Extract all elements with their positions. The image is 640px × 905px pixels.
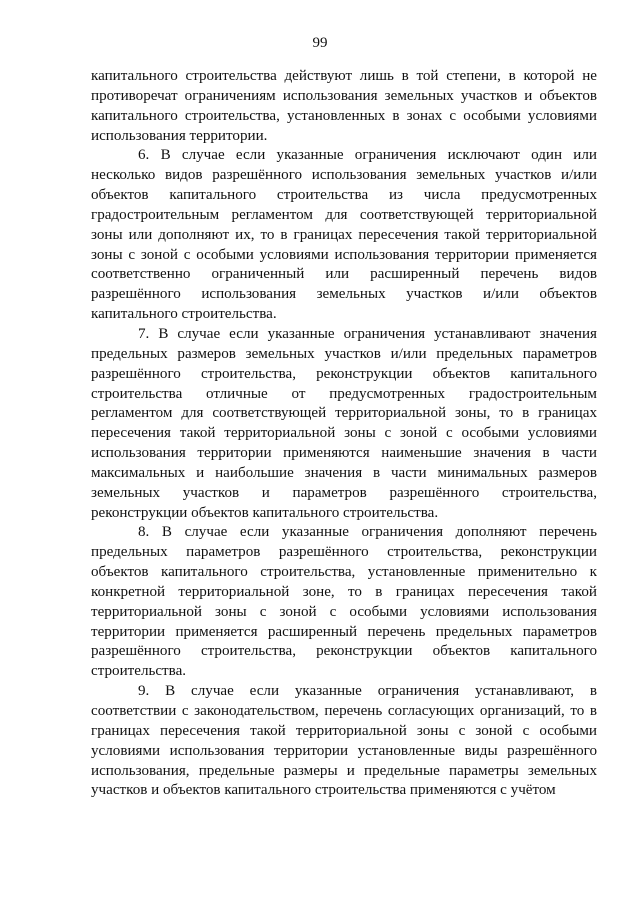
document-body	[91, 67, 597, 801]
paragraph-continuation: капитального строительства действуют лишь в той степени, в которой не противоречат ограничениям использования земельных участков и объектов капитального строительства, установленных в зонах с особыми условиями использования территории.	[91, 68, 597, 144]
paragraph-item-7: 7. В случае если указанные ограничения устанавливают значения предельных размеров земельных участков и/или предельных параметров разрешённого строительства, реконструкции объектов капитального строительства отличные от предусмотренных градостроительным регламентом для соответствующей территориальной зоны, то в границах пересечения такой территориальной зоны с зоной с особыми условиями использования территории применяются наименьшие значения в части максимальных и наибольшие значения в части минимальных размеров земельных участков и параметров разрешённого строительства, реконструкции объектов капитального строительства.	[91, 325, 597, 521]
paragraph-item-6: 6. В случае если указанные ограничения исключают один или несколько видов разрешённого использования земельных участков и/или объектов капитального строительства из числа предусмотренных градостроительным регламентом для соответствующей территориальной зоны или дополняют их, то в границах пересечения такой территориальной зоны с зоной с особыми условиями использования территории применяется соответственно ограниченный или расширенный перечень видов разрешённого использования земельных участков и/или объектов капитального строительства.	[91, 147, 597, 323]
paragraph-item-9: 9. В случае если указанные ограничения устанавливают, в соответствии с законодательством, перечень согласующих организаций, то в границах пересечения такой территориальной зоны с зоной с особыми условиями использования территории установленные виды разрешённого использования, предельные размеры и предельные параметры земельных участков и объектов капитального строительства применяются с учётом	[91, 683, 597, 799]
paragraph-item-8: 8. В случае если указанные ограничения дополняют перечень предельных параметров разрешённого строительства, реконструкции объектов капитального строительства, установленные применительно к конкретной территориальной зоне, то в границах пересечения такой территориальной зоны с зоной с особыми условиями использования территории применяется расширенный перечень предельных параметров разрешённого строительства, реконструкции объектов капитального строительства.	[91, 524, 597, 680]
page-number: 99	[312, 35, 328, 51]
